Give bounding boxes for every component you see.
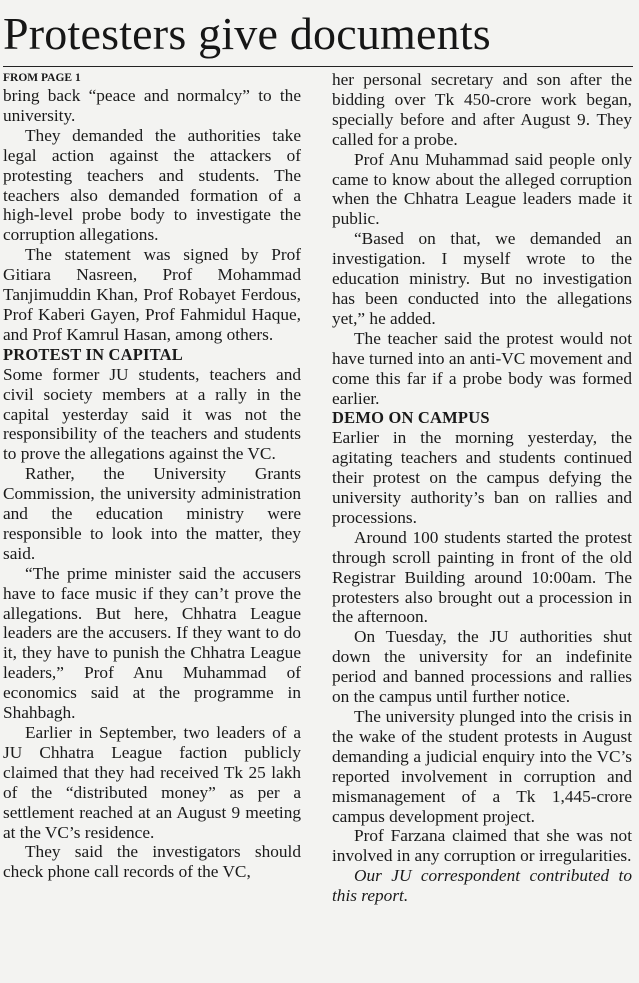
paragraph: Prof Anu Muhammad said people only came to know about the alleged corruption when the Chhatra League leaders made it public. xyxy=(332,149,632,229)
paragraph: Earlier in the morning yesterday, the agitating teachers and students continued their protest on the campus defying the university authority’s ban on rallies and processions. xyxy=(332,428,632,527)
headline-rule xyxy=(3,66,633,67)
continuation-kicker: FROM PAGE 1 xyxy=(3,72,81,84)
article-body xyxy=(3,70,635,906)
paragraph: Some former JU students, teachers and civil society members at a rally in the capital yesterday said it was not the responsibility of the teachers and students to prove the allegations against the VC. xyxy=(3,364,301,464)
paragraph: The university plunged into the crisis in the wake of the student protests in August demanding a judicial enquiry into the VC’s reported involvement in corruption and mismanagement of a Tk 1,445-crore campus development project. xyxy=(332,707,632,826)
subheading-demo-on-campus: DEMO ON CAMPUS xyxy=(332,408,490,428)
paragraph: They demanded the authorities take legal action against the attackers of protesting teachers and students. The teachers also demanded formation of a high-level probe body to investigate the corruption allegations. xyxy=(3,125,301,245)
paragraph: Prof Farzana claimed that she was not involved in any corruption or irregularities. xyxy=(332,826,632,866)
paragraph: They said the investigators should check phone call records of the VC, xyxy=(3,842,301,882)
paragraph: Rather, the University Grants Commission, the university administration and the education ministry were responsible to look into the matter, they said. xyxy=(3,464,301,563)
paragraph: “Based on that, we demanded an investigation. I myself wrote to the education ministry. But no investigation has been conducted into the allegations yet,” he added. xyxy=(332,229,632,328)
paragraph: Earlier in September, two leaders of a JU Chhatra League faction publicly claimed that they had received Tk 25 lakh of the “distributed money” as per a settlement reached at an August 9 meeting at the VC’s residence. xyxy=(3,723,301,842)
subheading-protest-in-capital: PROTEST IN CAPITAL xyxy=(3,344,183,364)
headline: Protesters give documents xyxy=(3,8,491,59)
left-column xyxy=(3,70,301,906)
paragraph: The statement was signed by Prof Gitiara Nasreen, Prof Mohammad Tanjimuddin Khan, Prof Robayet Ferdous, Prof Kaberi Gayen, Prof Fahmidul Haque, and Prof Kamrul Hasan, among others. xyxy=(3,245,301,344)
paragraph: “The prime minister said the accusers have to face music if they can’t prove the allegations. But here, Chhatra League leaders are the accusers. If they want to do it, they have to punish the Chhatra League leaders,” Prof Anu Muhammad of economics said at the programme in Shahbagh. xyxy=(3,563,301,723)
paragraph: The teacher said the protest would not have turned into an anti-VC movement and come this far if a probe body was formed earlier. xyxy=(332,328,632,408)
right-column xyxy=(332,70,632,906)
paragraph: her personal secretary and son after the bidding over Tk 450-crore work began, specially before and after August 9. They called for a probe. xyxy=(332,70,632,149)
paragraph: Around 100 students started the protest through scroll painting in front of the old Registrar Building around 10:00am. The protesters also brought out a procession in the afternoon. xyxy=(332,527,632,627)
paragraph: On Tuesday, the JU authorities shut down the university for an indefinite period and banned processions and rallies on the campus until further notice. xyxy=(332,627,632,707)
correspondent-credit: Our JU correspondent contributed to this report. xyxy=(332,866,632,906)
paragraph: bring back “peace and normalcy” to the university. xyxy=(3,86,301,125)
